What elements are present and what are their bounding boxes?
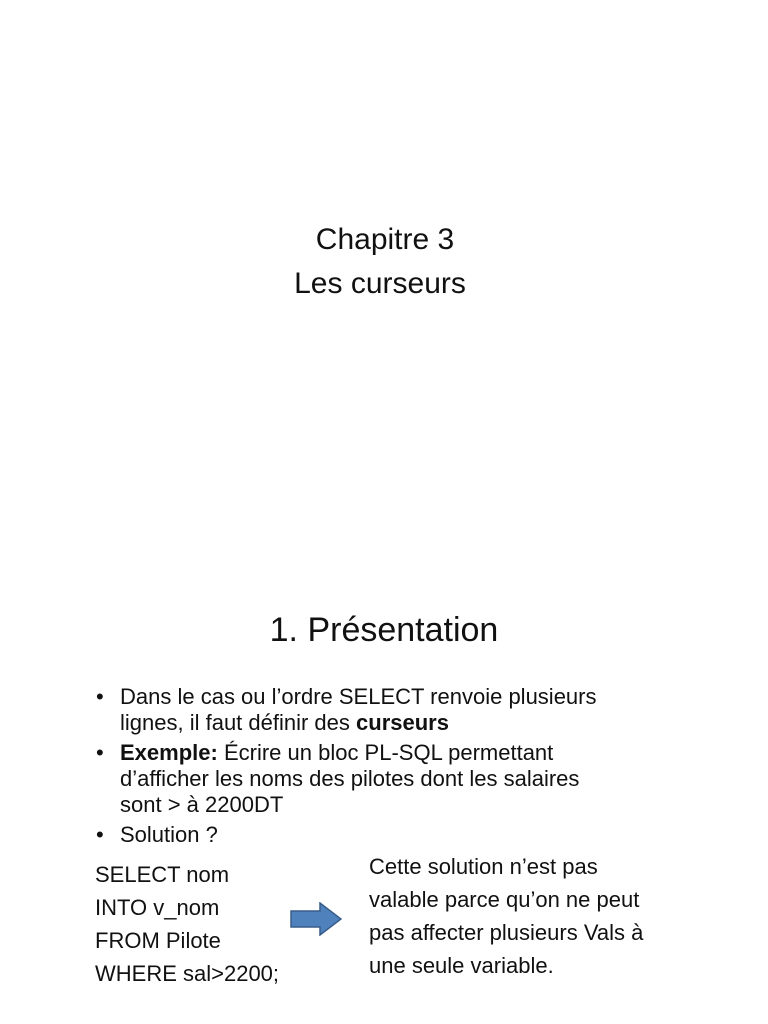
code-line: WHERE sal>2200; bbox=[95, 961, 280, 986]
bullet-text: d’afficher les noms des pilotes dont les salaires bbox=[120, 766, 580, 791]
bullet-text: sont > à 2200DT bbox=[120, 792, 284, 817]
bullet-item bbox=[96, 822, 656, 848]
bullet-icon: • bbox=[96, 684, 104, 709]
sql-code-block bbox=[95, 858, 279, 990]
bullet-label: Exemple: bbox=[120, 740, 218, 765]
right-arrow-icon bbox=[290, 902, 342, 936]
bullet-text: Écrire un bloc PL-SQL permettant bbox=[217, 740, 554, 765]
bullet-item bbox=[96, 684, 656, 736]
bullet-icon: • bbox=[96, 740, 104, 765]
code-line: SELECT nom bbox=[95, 862, 230, 887]
solution-note bbox=[369, 850, 699, 982]
slide-heading: 1. Présentation bbox=[269, 611, 499, 649]
code-line: INTO v_nom bbox=[95, 895, 220, 920]
note-line: Cette solution n’est pas bbox=[369, 854, 598, 879]
bullet-text: Solution ? bbox=[120, 822, 218, 847]
chapter-subtitle: Les curseurs bbox=[294, 267, 466, 300]
chapter-title bbox=[0, 218, 768, 306]
bullet-keyword: curseurs bbox=[356, 710, 449, 735]
chapter-number: Chapitre 3 bbox=[315, 223, 455, 256]
slide-presentation bbox=[0, 512, 768, 1024]
code-line: FROM Pilote bbox=[95, 928, 221, 953]
bullet-text: lignes, il faut définir des bbox=[120, 710, 357, 735]
note-line: pas affecter plusieurs Vals à bbox=[369, 920, 644, 945]
note-line: une seule variable. bbox=[369, 953, 554, 978]
bullet-item bbox=[96, 740, 656, 818]
bullet-icon: • bbox=[96, 822, 104, 847]
bullet-list bbox=[96, 684, 656, 852]
note-line: valable parce qu’on ne peut bbox=[369, 887, 640, 912]
bullet-text: Dans le cas ou l’ordre SELECT renvoie plusieurs bbox=[120, 684, 597, 709]
